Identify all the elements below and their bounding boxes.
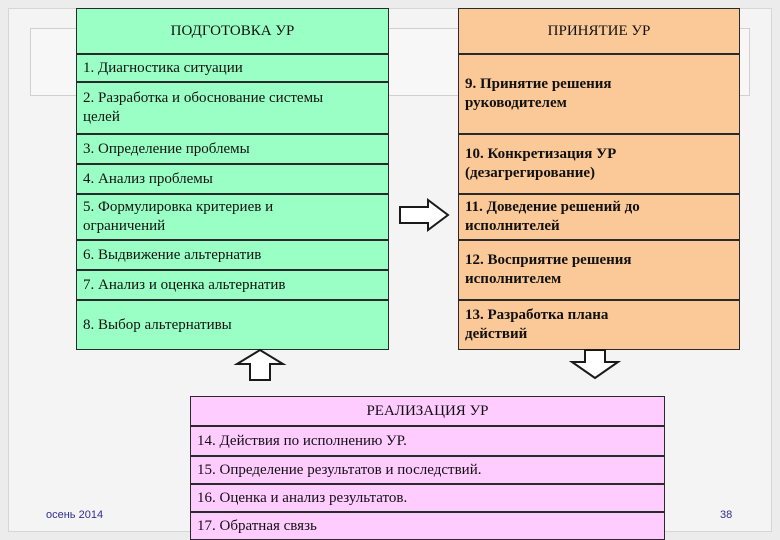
preparation-step-2: 2. Разработка и обоснование системы целей <box>76 82 389 134</box>
implementation-title: РЕАЛИЗАЦИЯ УР <box>190 396 665 426</box>
preparation-step-3: 3. Определение проблемы <box>76 134 389 164</box>
up-arrow-icon <box>234 348 286 382</box>
preparation-step-7: 7. Анализ и оценка альтернатив <box>76 270 389 300</box>
implementation-step-14: 14. Действия по исполнению УР. <box>190 426 665 456</box>
preparation-step-4: 4. Анализ проблемы <box>76 164 389 194</box>
implementation-step-15: 15. Определение результатов и последствий. <box>190 456 665 484</box>
down-arrow-icon <box>570 348 620 380</box>
preparation-title: ПОДГОТОВКА УР <box>76 8 389 54</box>
adoption-step-13: 13. Разработка плана действий <box>458 300 740 350</box>
adoption-step-12: 12. Восприятие решения исполнителем <box>458 240 740 300</box>
preparation-step-6: 6. Выдвижение альтернатив <box>76 240 389 270</box>
preparation-step-1: 1. Диагностика ситуации <box>76 54 389 82</box>
implementation-step-17: 17. Обратная связь <box>190 512 665 540</box>
adoption-step-10: 10. Конкретизация УР (дезагрегирование) <box>458 134 740 194</box>
implementation-step-16: 16. Оценка и анализ результатов. <box>190 484 665 512</box>
page-number: 38 <box>720 509 733 521</box>
preparation-step-5: 5. Формулировка критериев и ограничений <box>76 194 389 240</box>
adoption-title: ПРИНЯТИЕ УР <box>458 8 740 54</box>
footer-date: осень 2014 <box>46 509 104 521</box>
preparation-step-8: 8. Выбор альтернативы <box>76 300 389 350</box>
adoption-step-9: 9. Принятие решения руководителем <box>458 54 740 134</box>
right-arrow-icon <box>398 198 450 232</box>
adoption-step-11: 11. Доведение решений до исполнителей <box>458 194 740 240</box>
